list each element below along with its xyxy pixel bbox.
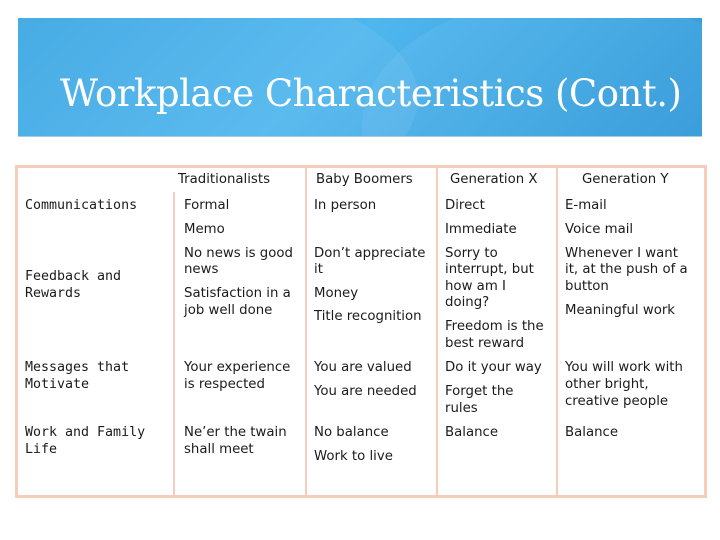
row-label-work-family-life: Work and Family	[25, 425, 146, 440]
table-cell: No news is good	[184, 246, 293, 261]
column-header-baby-boomers: Baby Boomers	[316, 172, 413, 187]
table-cell: creative people	[565, 394, 669, 409]
table-cell: Immediate	[445, 222, 517, 237]
column-divider	[436, 168, 438, 498]
table-cell: it	[314, 262, 323, 277]
table-cell: best reward	[445, 336, 525, 351]
table-cell: news	[184, 262, 219, 277]
table-cell: Title recognition	[314, 309, 422, 324]
table-cell: Sorry to	[445, 246, 498, 261]
table-cell: In person	[314, 198, 377, 213]
table-cell: You are needed	[314, 384, 417, 399]
column-header-generation-x: Generation X	[450, 172, 538, 187]
column-header-traditionalists: Traditionalists	[178, 172, 270, 187]
row-label-feedback-rewards: Feedback and	[25, 269, 122, 284]
row-label-communications: Communications	[25, 198, 138, 213]
table-cell: interrupt, but	[445, 262, 534, 277]
table-cell: doing?	[445, 295, 490, 310]
row-label-feedback-rewards: Rewards	[25, 286, 82, 301]
table-cell: No balance	[314, 425, 389, 440]
table-cell: Ne’er the twain	[184, 425, 287, 440]
column-divider	[305, 168, 307, 498]
table-cell: Don’t appreciate	[314, 246, 426, 261]
table-cell: Money	[314, 286, 359, 301]
table-cell: Meaningful work	[565, 303, 675, 318]
table-cell: job well done	[184, 303, 273, 318]
table-cell: button	[565, 279, 609, 294]
table-cell: You are valued	[314, 360, 412, 375]
table-cell: Balance	[445, 425, 499, 440]
column-divider	[173, 192, 175, 498]
column-header-generation-y: Generation Y	[582, 172, 669, 187]
table-cell: it, at the push of a	[565, 262, 688, 277]
slide-title: Workplace Characteristics (Cont.)	[60, 72, 682, 115]
title-banner	[18, 18, 702, 136]
table-cell: Voice mail	[565, 222, 634, 237]
row-label-messages-motivate: Motivate	[25, 377, 90, 392]
table-cell: Whenever I want	[565, 246, 678, 261]
table-cell: Forget the	[445, 384, 514, 399]
column-divider	[556, 168, 558, 498]
table-cell: Balance	[565, 425, 619, 440]
table-cell: Work to live	[314, 449, 393, 464]
table-cell: Your experience	[184, 360, 291, 375]
table-cell: is respected	[184, 377, 265, 392]
table-cell: other bright,	[565, 377, 649, 392]
table-cell: Freedom is the	[445, 319, 544, 334]
table-cell: You will work with	[565, 360, 683, 375]
row-label-messages-motivate: Messages that	[25, 360, 130, 375]
table-cell: Memo	[184, 222, 225, 237]
table-cell: shall meet	[184, 442, 254, 457]
table-cell: Formal	[184, 198, 230, 213]
table-cell: E-mail	[565, 198, 607, 213]
row-label-work-family-life: Life	[25, 442, 58, 457]
table-cell: rules	[445, 401, 478, 416]
table-cell: Satisfaction in a	[184, 286, 291, 301]
title-divider	[18, 136, 702, 137]
table-cell: Do it your way	[445, 360, 542, 375]
table-cell: how am I	[445, 279, 506, 294]
table-cell: Direct	[445, 198, 485, 213]
